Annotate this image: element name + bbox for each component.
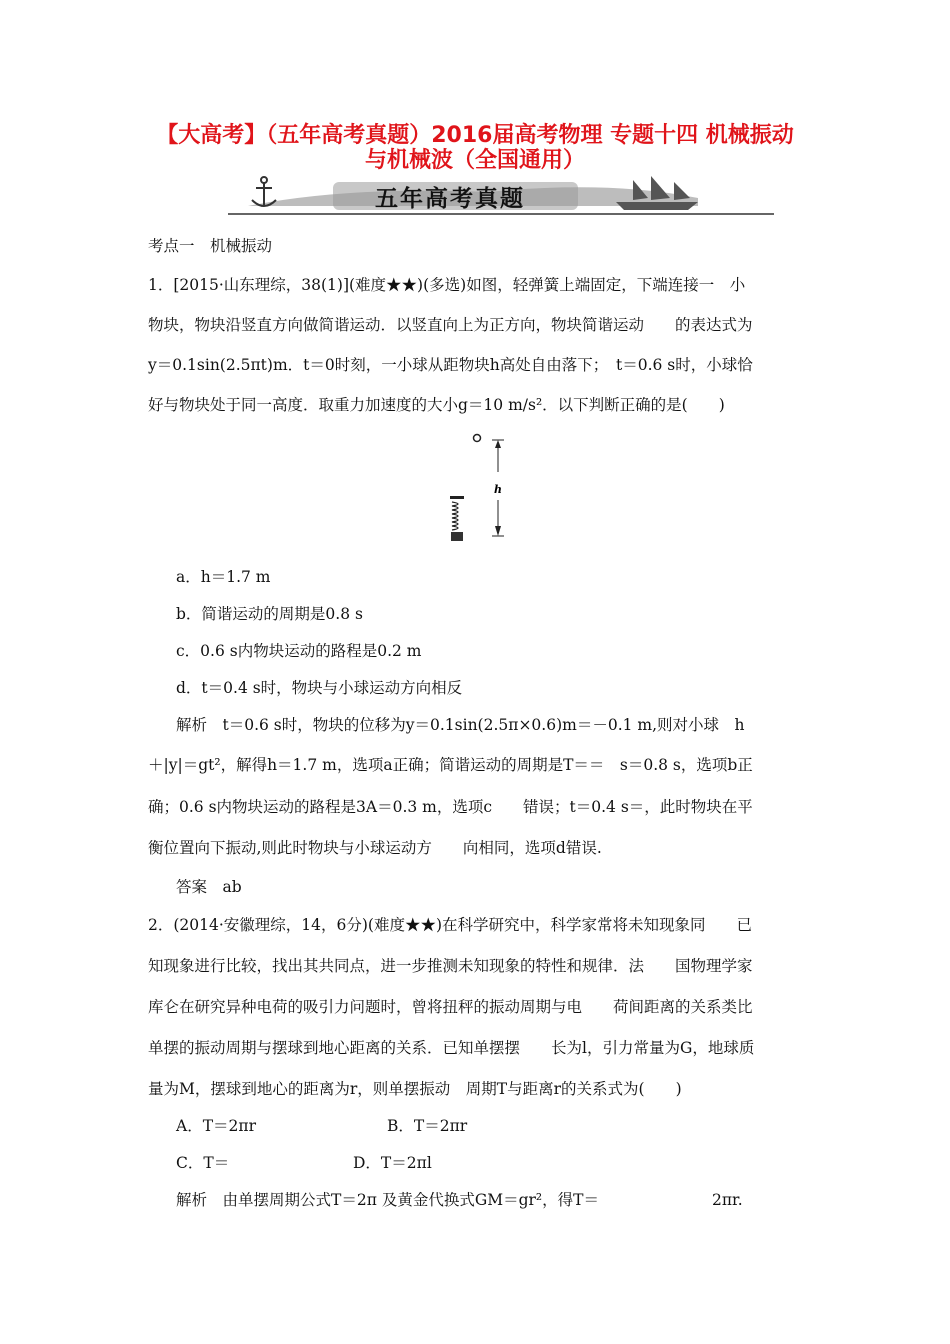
q2-analysis-tail: 2πr. (712, 1191, 743, 1209)
q1-analysis-line-2: ＋|y|＝gt²，解得h＝1.7 m，选项a正确；简谐运动的周期是T＝＝ s＝0.8 s，选项b正 (148, 756, 753, 774)
q2-line-1: 2．(2014·安徽理综，14，6分)(难度★★)在科学研究中，科学家常将未知现象同 已 (148, 916, 753, 934)
q2-line-2: 知现象进行比较，找出其共同点，进一步推测未知现象的特性和规律．法 国物理学家 (148, 957, 753, 975)
q2-line-3: 库仑在研究异种电荷的吸引力问题时，曾将扭秤的振动周期与电 荷间距离的关系类比 (148, 998, 753, 1016)
section-heading: 考点一 机械振动 (148, 237, 273, 255)
spring-ball-figure (440, 430, 520, 545)
document-title-line-1: 【大高考】（五年高考真题）2016届高考物理 专题十四 机械振动 (156, 123, 794, 148)
banner-title: 五年高考真题 (375, 186, 525, 212)
q1-line-2: 物块，物块沿竖直方向做简谐运动．以竖直向上为正方向，物块简谐运动 的表达式为 (148, 316, 753, 334)
q2-option-b: B．T＝2πr (387, 1117, 468, 1135)
q1-option-c: c．0.6 s内物块运动的路程是0.2 m (176, 642, 422, 660)
q1-option-d: d．t＝0.4 s时，物块与小球运动方向相反 (176, 679, 463, 697)
q1-option-a: a．h＝1.7 m (176, 568, 271, 586)
figure-label-h: h (494, 483, 502, 496)
q1-line-4: 好与物块处于同一高度．取重力加速度的大小g＝10 m/s²．以下判断正确的是( ) (148, 396, 725, 414)
q1-analysis-line-3: 确；0.6 s内物块运动的路程是3A＝0.3 m，选项c 错误；t＝0.4 s＝，此时物块在平 (148, 798, 753, 816)
q2-line-5: 量为M，摆球到地心的距离为r，则单摆振动 周期T与距离r的关系式为( ) (148, 1080, 682, 1098)
q2-option-a: A．T＝2πr (176, 1117, 256, 1135)
q1-answer: 答案 ab (176, 878, 242, 896)
q1-line-1: 1．[2015·山东理综，38(1)](难度★★)(多选)如图，轻弹簧上端固定，下端连接一 小 (148, 276, 746, 294)
q1-analysis-line-4: 衡位置向下振动,则此时物块与小球运动方 向相同，选项d错误. (148, 839, 602, 857)
q1-analysis-line-1: 解析 t＝0.6 s时，物块的位移为y＝0.1sin(2.5π×0.6)m＝－0.1 m,则对小球 h (176, 716, 745, 734)
q1-option-b: b．简谐运动的周期是0.8 s (176, 605, 363, 623)
q2-analysis: 解析 由单摆周期公式T＝2π 及黄金代换式GM＝gr²，得T＝ (176, 1191, 599, 1209)
q2-option-d: D．T＝2πl (353, 1154, 432, 1172)
q1-line-3: y＝0.1sin(2.5πt)m．t＝0时刻，一小球从距物块h高处自由落下； t＝0.6 s时，小球恰 (148, 356, 753, 374)
q2-option-c: C．T＝ (176, 1154, 230, 1172)
document-title-line-2: 与机械波（全国通用） (364, 148, 585, 173)
q2-line-4: 单摆的振动周期与摆球到地心距离的关系．已知单摆摆 长为l，引力常量为G，地球质 (148, 1039, 755, 1057)
